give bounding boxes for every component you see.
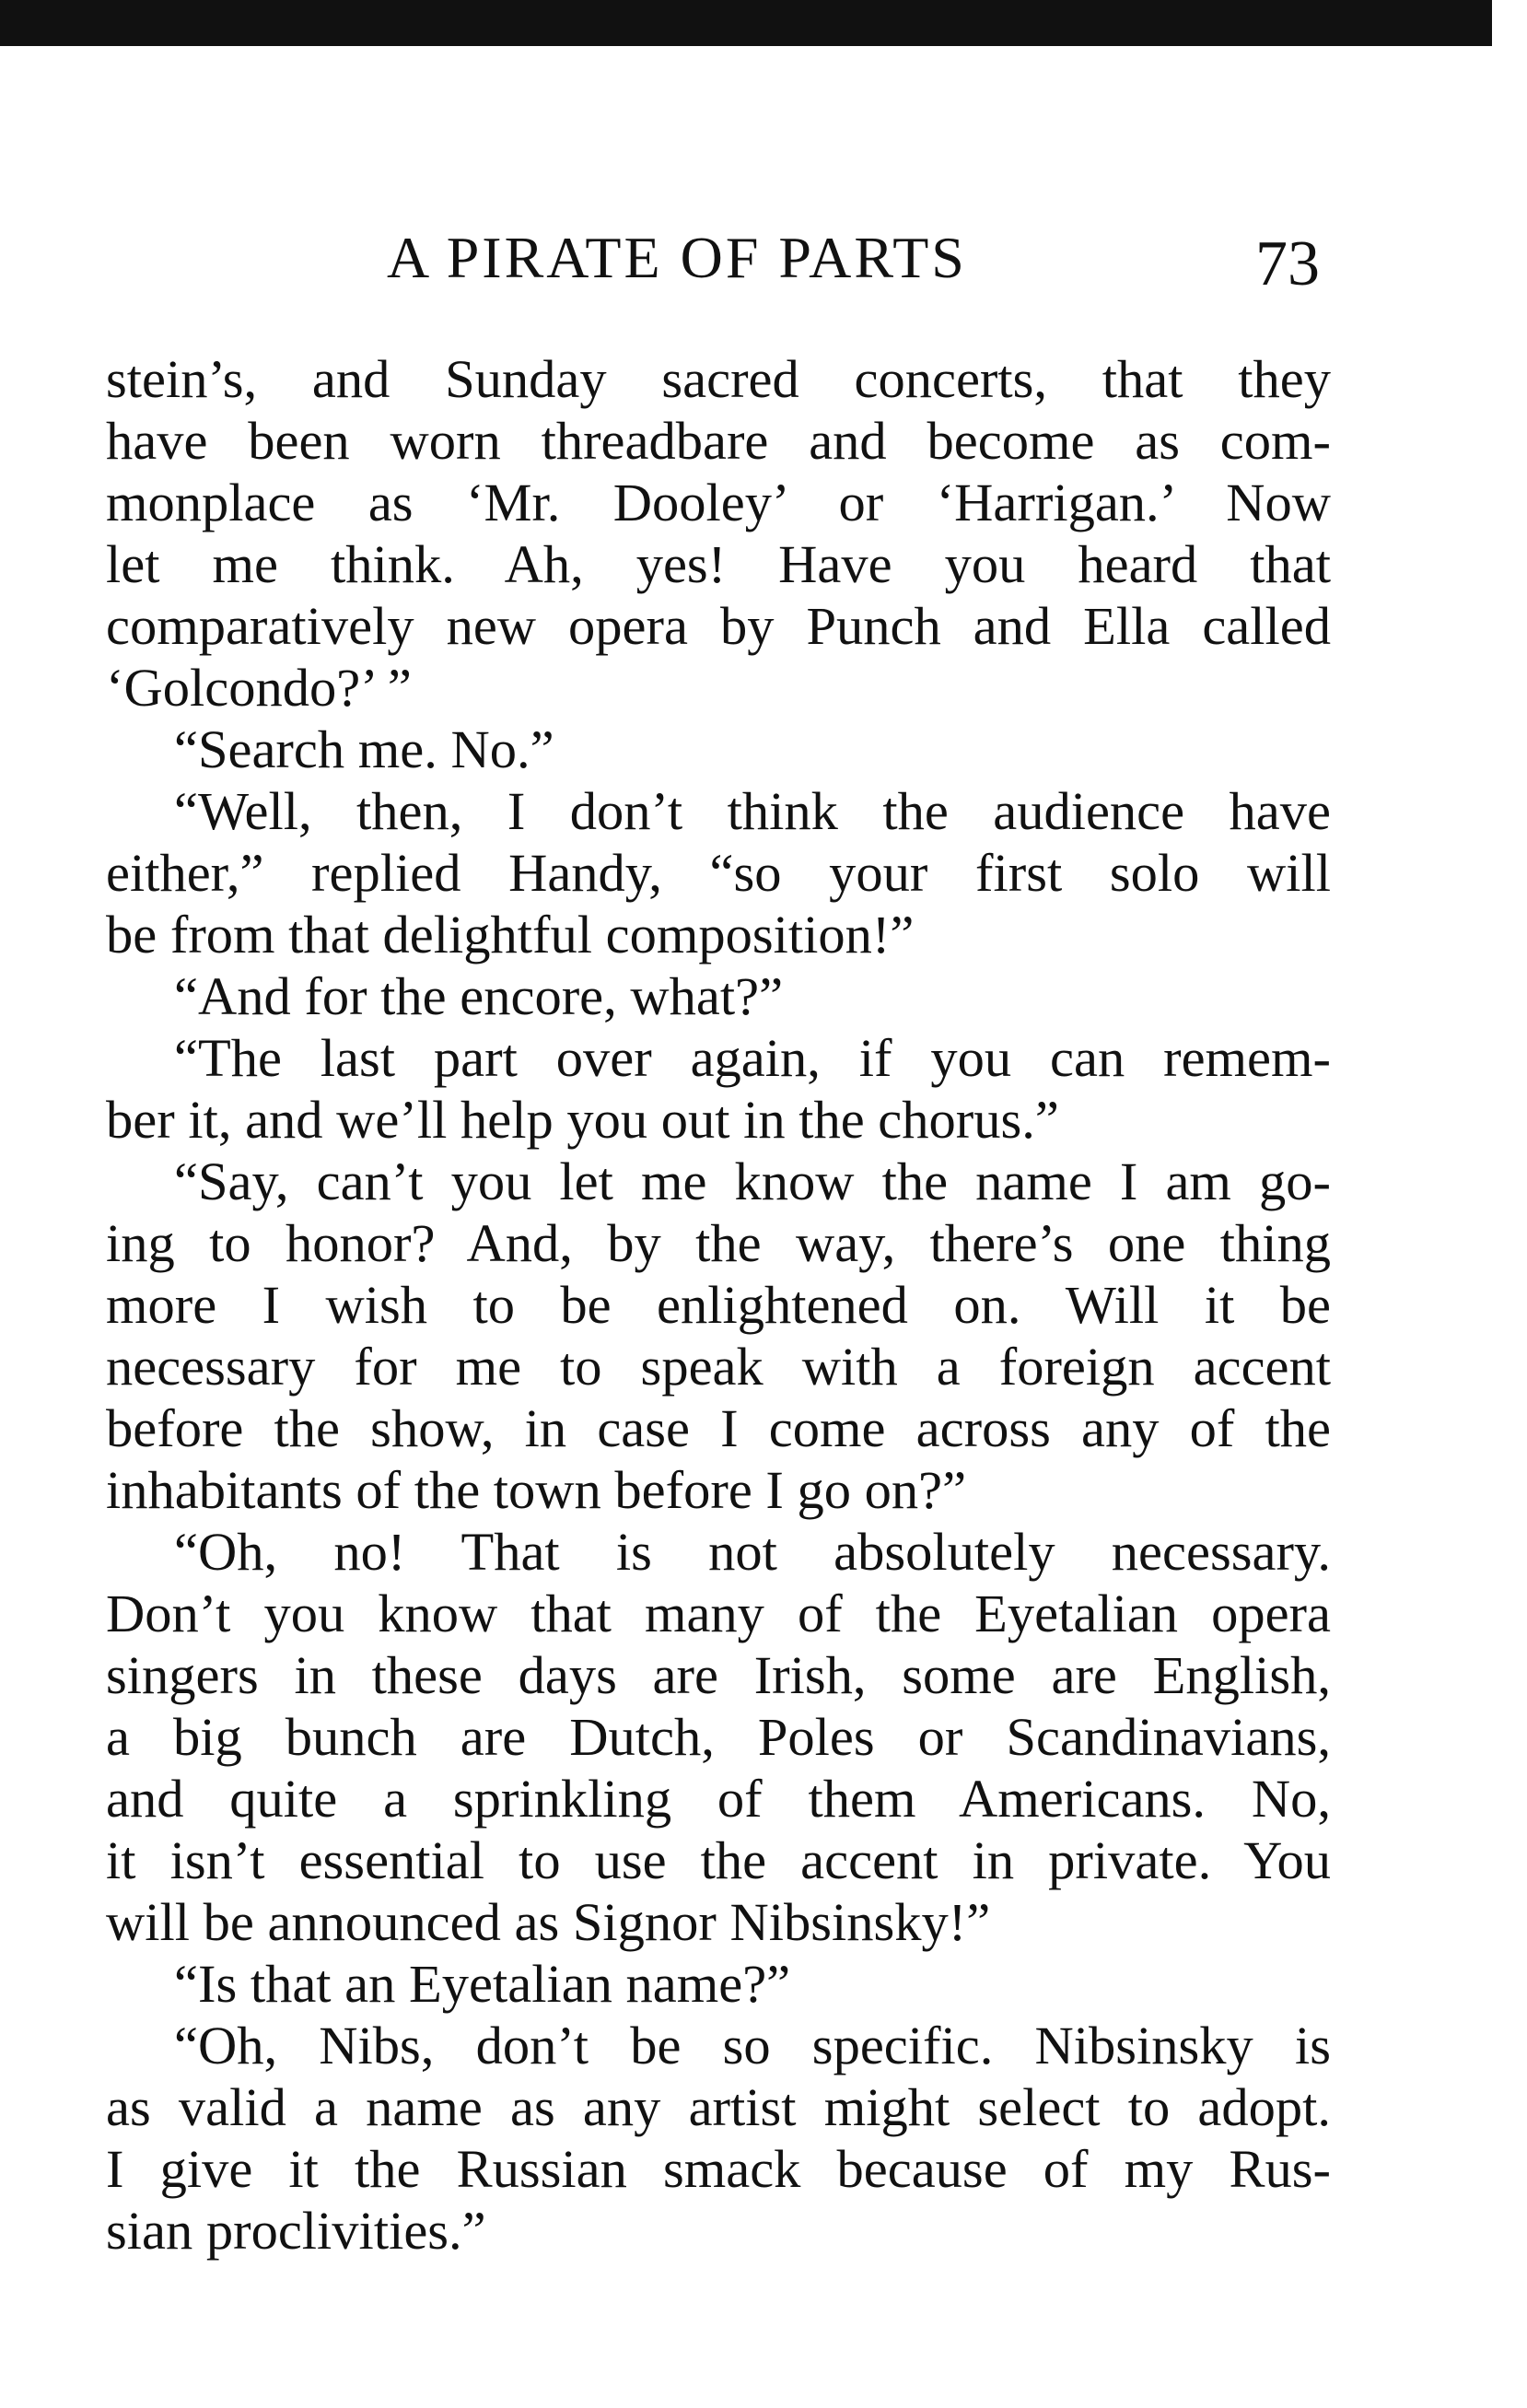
text-line: necessary for me to speak with a foreign accent	[106, 1337, 1331, 1397]
text-line: ing to honor? And, by the way, there’s one thing	[106, 1213, 1331, 1273]
text-line: a big bunch are Dutch, Poles or Scandinavians,	[106, 1707, 1331, 1767]
text-line: let me think. Ah, yes! Have you heard that	[106, 534, 1331, 594]
text-line: comparatively new opera by Punch and Ella called	[106, 596, 1331, 656]
text-line: “Is that an Eyetalian name?”	[174, 1954, 791, 2014]
text-line: “Search me. No.”	[174, 719, 554, 779]
running-title: A PIRATE OF PARTS	[387, 225, 967, 290]
text-line: “Oh, no! That is not absolutely necessary.	[174, 1522, 1331, 1582]
body-text	[106, 348, 1331, 2262]
text-line: as valid a name as any artist might select to adopt.	[106, 2077, 1331, 2137]
page-number: 73	[1255, 228, 1320, 299]
text-line: before the show, in case I come across any of the	[106, 1398, 1331, 1458]
text-line: “Oh, Nibs, don’t be so specific. Nibsinsky is	[174, 2016, 1331, 2075]
text-line: have been worn threadbare and become as com-	[106, 411, 1331, 471]
text-line: it isn’t essential to use the accent in private. You	[106, 1830, 1331, 1890]
text-line: “Say, can’t you let me know the name I am go-	[174, 1151, 1331, 1211]
text-line: and quite a sprinkling of them Americans. No,	[106, 1769, 1331, 1829]
text-line: “And for the encore, what?”	[174, 966, 784, 1026]
text-line: inhabitants of the town before I go on?”	[106, 1460, 967, 1520]
text-line: stein’s, and Sunday sacred concerts, that they	[106, 349, 1331, 409]
text-line: be from that delightful composition!”	[106, 905, 915, 964]
text-line: monplace as ‘Mr. Dooley’ or ‘Harrigan.’ Now	[106, 473, 1331, 532]
text-line: I give it the Russian smack because of my Rus-	[106, 2139, 1331, 2199]
text-line: ‘Golcondo?’ ”	[106, 658, 412, 718]
text-line: singers in these days are Irish, some are English,	[106, 1645, 1331, 1705]
text-line: will be announced as Signor Nibsinsky!”	[106, 1892, 991, 1952]
text-line: ber it, and we’ll help you out in the chorus.”	[106, 1090, 1059, 1150]
text-line: “The last part over again, if you can remem-	[174, 1028, 1331, 1088]
text-line: more I wish to be enlightened on. Will it be	[106, 1275, 1331, 1335]
text-line: sian proclivities.”	[106, 2201, 486, 2261]
text-line: Don’t you know that many of the Eyetalian opera	[106, 1584, 1331, 1643]
top-border-rule	[0, 0, 1492, 46]
text-line: either,” replied Handy, “so your first solo will	[106, 843, 1331, 903]
page-header	[106, 216, 1331, 299]
text-line: “Well, then, I don’t think the audience have	[174, 781, 1331, 841]
